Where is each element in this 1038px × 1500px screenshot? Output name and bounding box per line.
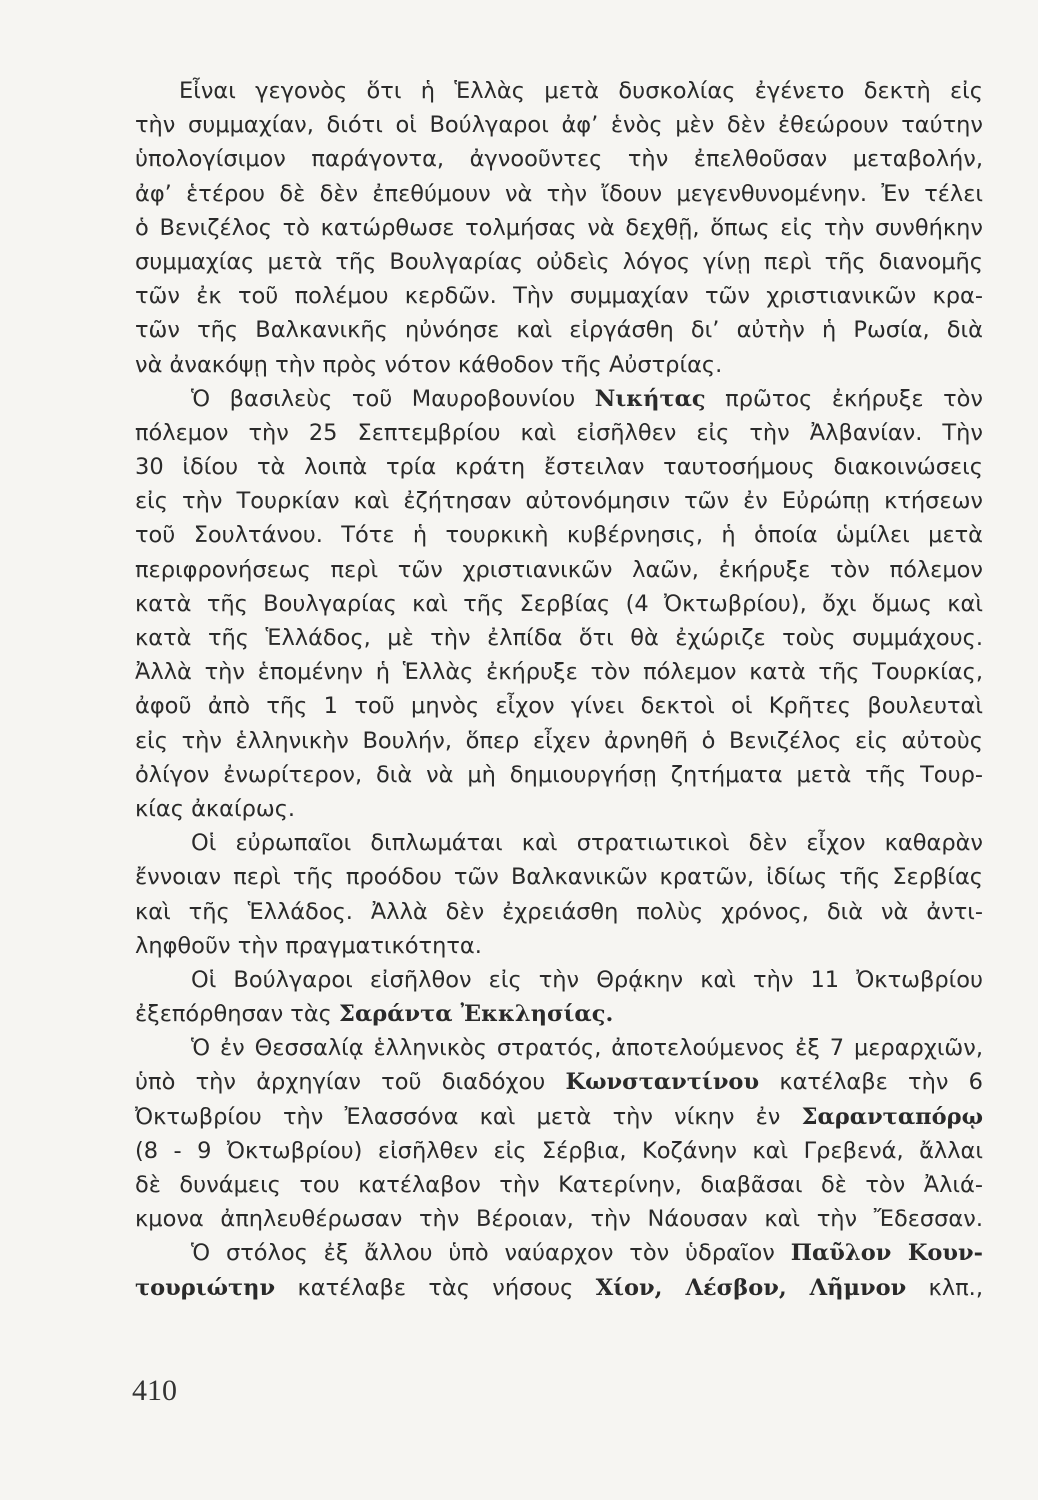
text-segment: ὑπὸ τὴν ἀρχηγίαν τοῦ διαδόχου <box>135 1069 566 1096</box>
text-line <box>135 1271 983 1305</box>
text-line: ληφθοῦν τὴν πραγματικότητα. <box>135 932 482 959</box>
text-line: 30 ἰδίου τὰ λοιπὰ τρία κράτη ἔστειλαν ταυτοσήμους διακοινώσεις <box>135 454 983 481</box>
text-line: πόλεμον τὴν 25 Σεπτεμβρίου καὶ εἰσῆλθεν εἰς τὴν Ἀλβανίαν. Τὴν <box>135 419 983 446</box>
text-line: τῶν ἐκ τοῦ πολέμου κερδῶν. Τὴν συμμαχίαν τῶν χριστιανικῶν κρα- <box>135 283 983 310</box>
text-segment: Ὁ βασιλεὺς τοῦ Μαυροβουνίου <box>191 385 595 412</box>
text-line: κίας ἀκαίρως. <box>135 795 296 822</box>
text-segment: κατέλαβε τὰς νήσους <box>275 1274 596 1301</box>
text-segment: κατέλαβε τὴν 6 <box>759 1069 983 1096</box>
bold-name: Χίον, Λέσβον, Λῆμνον <box>595 1274 907 1301</box>
text-line: τῶν τῆς Βαλκανικῆς ηὐνόησε καὶ εἰργάσθη δι’ αὐτὴν ἡ Ρωσία, διὰ <box>135 317 983 344</box>
text-line: Ὁ ἐν Θεσσαλίᾳ ἑλληνικὸς στρατός, ἀποτελούμενος ἐξ 7 μεραρχιῶν, <box>191 1035 983 1062</box>
body-text <box>135 74 983 1305</box>
text-line: νὰ ἀνακόψῃ τὴν πρὸς νότον κάθοδον τῆς Αὐστρίας. <box>135 351 723 378</box>
text-line <box>135 997 983 1031</box>
bold-name: Παῦλον Κουν- <box>790 1240 983 1267</box>
text-segment: κλπ., <box>906 1274 983 1301</box>
text-segment: πρῶτος ἐκήρυξε τὸν <box>705 385 983 412</box>
text-line: κμονα ἀπηλευθέρωσαν τὴν Βέροιαν, τὴν Νάουσαν καὶ τὴν Ἔδεσσαν. <box>135 1206 983 1233</box>
text-line: τὴν συμμαχίαν, διότι οἱ Βούλγαροι ἀφ’ ἑνὸς μὲν δὲν ἐθεώρουν ταύτην <box>135 112 983 139</box>
text-line: ἀφοῦ ἀπὸ τῆς 1 τοῦ μηνὸς εἶχον γίνει δεκτοὶ οἱ Κρῆτες βουλευταὶ <box>135 693 983 720</box>
text-line: ἀφ’ ἑτέρου δὲ δὲν ἐπεθύμουν νὰ τὴν ἴδουν μεγενθυνομένην. Ἐν τέλει <box>135 180 983 207</box>
text-line <box>135 1236 983 1270</box>
text-line: (8 - 9 Ὀκτωβρίου) εἰσῆλθεν εἰς Σέρβια, Κοζάνην καὶ Γρεβενά, ἄλλαι <box>135 1137 983 1164</box>
text-line: τοῦ Σουλτάνου. Τότε ἡ τουρκικὴ κυβέρνησις, ἡ ὁποία ὡμίλει μετὰ <box>135 522 983 549</box>
text-line: ἔννοιαν περὶ τῆς προόδου τῶν Βαλκανικῶν κρατῶν, ἰδίως τῆς Σερβίας <box>135 864 983 891</box>
page-number: 410 <box>132 1374 177 1407</box>
text-line: Οἱ Βούλγαροι εἰσῆλθον εἰς τὴν Θρᾴκην καὶ τὴν 11 Ὀκτωβρίου <box>191 966 983 993</box>
text-line <box>135 382 983 416</box>
text-line: Εἶναι γεγονὸς ὅτι ἡ Ἑλλὰς μετὰ δυσκολίας ἐγένετο δεκτὴ εἰς <box>179 78 983 104</box>
text-line: ὀλίγον ἐνωρίτερον, διὰ νὰ μὴ δημιουργήσῃ ζητήματα μετὰ τῆς Τουρ- <box>135 761 983 788</box>
text-line: συμμαχίας μετὰ τῆς Βουλγαρίας οὐδεὶς λόγος γίνῃ περὶ τῆς διανομῆς <box>135 248 983 275</box>
text-line <box>135 1100 983 1134</box>
text-segment: Ὁ στόλος ἐξ ἄλλου ὑπὸ ναύαρχον τὸν ὑδραῖον <box>191 1240 791 1267</box>
bold-name: Κωνσταντίνου <box>565 1069 760 1096</box>
text-segment: Ὀκτωβρίου τὴν Ἐλασσόνα καὶ μετὰ τὴν νίκην ἐν <box>135 1103 802 1130</box>
text-segment: ἐξεπόρθησαν τὰς <box>135 1001 340 1028</box>
bold-name: Νικήτας <box>594 385 706 412</box>
bold-name: Σαράντα Ἐκκλησίας. <box>339 1001 614 1028</box>
text-line: περιφρονήσεως περὶ τῶν χριστιανικῶν λαῶν, ἐκήρυξε τὸν πόλεμον <box>135 556 983 583</box>
text-line: καὶ τῆς Ἑλλάδος. Ἀλλὰ δὲν ἐχρειάσθη πολὺς χρόνος, διὰ νὰ ἀντι- <box>135 898 983 925</box>
text-line: κατὰ τῆς Ἑλλάδος, μὲ τὴν ἐλπίδα ὅτι θὰ ἐχώριζε τοὺς συμμάχους. <box>135 625 983 651</box>
text-line <box>135 1065 983 1099</box>
text-line: εἰς τὴν ἑλληνικὴν Βουλήν, ὅπερ εἶχεν ἀρνηθῆ ὁ Βενιζέλος εἰς αὐτοὺς <box>135 727 983 754</box>
text-line: εἰς τὴν Τουρκίαν καὶ ἐζήτησαν αὐτονόμησιν τῶν ἐν Εὐρώπῃ κτήσεων <box>135 488 983 515</box>
text-line: ὁ Βενιζέλος τὸ κατώρθωσε τολμήσας νὰ δεχθῇ, ὅπως εἰς τὴν συνθήκην <box>135 214 983 241</box>
text-line: Ἀλλὰ τὴν ἑπομένην ἡ Ἑλλὰς ἐκήρυξε τὸν πόλεμον κατὰ τῆς Τουρκίας, <box>135 659 983 686</box>
text-line: Οἱ εὐρωπαῖοι διπλωμάται καὶ στρατιωτικοὶ δὲν εἶχον καθαρὰν <box>191 830 983 857</box>
bold-name: Σαρανταπόρῳ <box>801 1103 983 1130</box>
text-line: ὑπολογίσιμον παράγοντα, ἀγνοοῦντες τὴν ἐπελθοῦσαν μεταβολήν, <box>135 146 983 173</box>
bold-name: τουριώτην <box>135 1274 276 1301</box>
text-line: κατὰ τῆς Βουλγαρίας καὶ τῆς Σερβίας (4 Ὀκτωβρίου), ὄχι ὅμως καὶ <box>135 590 983 617</box>
text-line: δὲ δυνάμεις του κατέλαβον τὴν Κατερίνην, διαβᾶσαι δὲ τὸν Ἀλιά- <box>135 1172 983 1198</box>
